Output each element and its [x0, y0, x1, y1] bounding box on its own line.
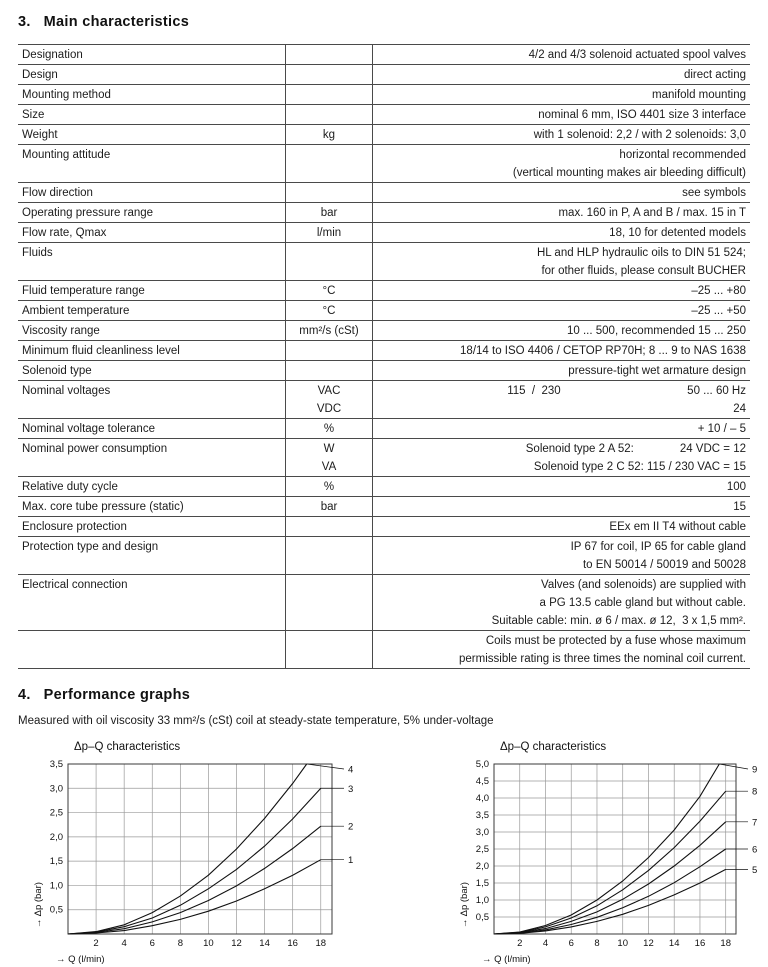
svg-text:12: 12: [231, 938, 242, 949]
row-value: [372, 575, 750, 630]
row-unit: [285, 45, 372, 64]
row-value-line: direct acting: [683, 69, 746, 81]
row-label-line: Enclosure protection: [22, 521, 127, 533]
table-row: [18, 477, 750, 497]
row-value-line: for other fluids, please consult BUCHER: [541, 265, 746, 277]
row-value-line: 115 / 230 50 ... 60 Hz: [507, 385, 746, 397]
row-label-line: Flow direction: [22, 187, 93, 199]
table-row: [18, 125, 750, 145]
row-label: [18, 145, 285, 182]
row-unit: [285, 477, 372, 496]
svg-text:18: 18: [720, 938, 731, 949]
svg-text:10: 10: [203, 938, 214, 949]
x-axis-label: → Q (l/min): [482, 954, 531, 965]
table-row: [18, 497, 750, 517]
row-unit-line: °C: [322, 285, 336, 297]
svg-text:4,5: 4,5: [475, 776, 489, 787]
svg-text:14: 14: [259, 938, 270, 949]
row-label: [18, 105, 285, 124]
row-value-line: 4/2 and 4/3 solenoid actuated spool valves: [528, 49, 746, 61]
row-label: [18, 517, 285, 536]
row-value-line: a PG 13.5 cable gland but without cable.: [539, 597, 746, 609]
row-value-line: Suitable cable: min. ø 6 / max. ø 12, 3 x 1,5 mm².: [491, 615, 746, 627]
curve-label-6: 6: [752, 844, 758, 856]
row-value-line: permissible rating is three times the nominal coil current.: [459, 653, 746, 665]
row-value-line: –25 ... +50: [691, 305, 746, 317]
row-label: [18, 125, 285, 144]
row-unit: [285, 281, 372, 300]
curve-5: [494, 869, 726, 934]
row-value-line: 18, 10 for detented models: [609, 227, 746, 239]
row-value-line: (vertical mounting makes air bleeding difficult): [512, 167, 746, 179]
table-row: [18, 321, 750, 341]
svg-text:2,0: 2,0: [49, 831, 63, 843]
svg-text:1,0: 1,0: [49, 880, 63, 892]
table-row: [18, 85, 750, 105]
table-row: [18, 575, 750, 631]
row-unit: [285, 575, 372, 630]
row-value-line: 15: [733, 501, 746, 513]
table-row: [18, 243, 750, 281]
row-unit: [285, 145, 372, 182]
table-row: [18, 223, 750, 243]
curve-label-7: 7: [752, 817, 758, 829]
table-row: [18, 301, 750, 321]
table-row: [18, 183, 750, 203]
row-value: [372, 517, 750, 536]
row-unit: [285, 419, 372, 438]
svg-text:16: 16: [694, 938, 706, 949]
row-unit-line: VA: [321, 461, 337, 473]
row-label-line: Electrical connection: [22, 579, 128, 591]
row-label-line: Relative duty cycle: [22, 481, 118, 493]
table-row: [18, 537, 750, 575]
row-label: [18, 439, 285, 476]
row-label: [18, 85, 285, 104]
row-unit: [285, 183, 372, 202]
row-value: [372, 281, 750, 300]
row-label: [18, 301, 285, 320]
row-label-line: Fluids: [22, 247, 53, 259]
svg-text:8: 8: [177, 938, 183, 949]
table-row: [18, 631, 750, 669]
row-value: [372, 321, 750, 340]
row-value: [372, 439, 750, 476]
svg-text:10: 10: [617, 938, 629, 949]
row-label: [18, 65, 285, 84]
row-unit: [285, 243, 372, 280]
table-row: [18, 65, 750, 85]
row-value-line: 100: [726, 481, 746, 493]
chart-title: Δp–Q characteristics: [74, 741, 181, 753]
curve-label-4: 4: [348, 764, 354, 776]
chart-canvas: [30, 756, 360, 967]
row-value: [372, 419, 750, 438]
row-label-line: Nominal voltage tolerance: [22, 423, 155, 435]
row-value-line: horizontal recommended: [619, 149, 746, 161]
row-value-line: nominal 6 mm, ISO 4401 size 3 interface: [538, 109, 746, 121]
row-unit-line: mm²/s (cSt): [299, 325, 359, 337]
svg-text:6: 6: [149, 938, 155, 949]
row-label: [18, 45, 285, 64]
row-unit-line: l/min: [316, 227, 342, 239]
row-value: [372, 105, 750, 124]
chart-canvas: [456, 756, 764, 967]
row-value-line: 24: [733, 403, 746, 415]
row-label: [18, 223, 285, 242]
table-row: [18, 105, 750, 125]
curve-4: [68, 764, 307, 934]
row-unit: [285, 341, 372, 360]
row-label: [18, 497, 285, 516]
svg-text:3,0: 3,0: [49, 783, 63, 795]
chart-left: [30, 741, 360, 967]
row-value: [372, 243, 750, 280]
row-value-line: pressure-tight wet armature design: [568, 365, 746, 377]
row-value-line: + 10 / – 5: [697, 423, 746, 435]
y-axis-label: → Δp (bar): [459, 882, 470, 928]
row-label: [18, 281, 285, 300]
table-row: [18, 203, 750, 223]
curve-label-2: 2: [348, 821, 354, 833]
row-value: [372, 537, 750, 574]
row-value-line: to EN 50014 / 50019 and 50028: [582, 559, 746, 571]
svg-text:1,5: 1,5: [475, 878, 489, 889]
svg-text:6: 6: [568, 938, 574, 949]
row-value-line: max. 160 in P, A and B / max. 15 in T: [558, 207, 746, 219]
row-value-line: see symbols: [682, 187, 746, 199]
row-value: [372, 497, 750, 516]
table-row: [18, 439, 750, 477]
row-label: [18, 477, 285, 496]
row-unit: [285, 65, 372, 84]
row-unit: [285, 517, 372, 536]
row-unit: [285, 85, 372, 104]
curve-label-9: 9: [752, 764, 758, 776]
svg-text:4,0: 4,0: [475, 793, 489, 804]
row-label: [18, 321, 285, 340]
svg-text:18: 18: [315, 938, 327, 949]
svg-text:8: 8: [594, 938, 600, 949]
row-value-line: 10 ... 500, recommended 15 ... 250: [566, 325, 746, 337]
table-row: [18, 145, 750, 183]
row-unit-line: %: [323, 423, 335, 435]
table-row: [18, 45, 750, 65]
table-row: [18, 419, 750, 439]
row-unit-line: bar: [320, 501, 338, 513]
row-value-line: HL and HLP hydraulic oils to DIN 51 524;: [536, 247, 746, 259]
row-label: [18, 419, 285, 438]
row-label: [18, 243, 285, 280]
row-value-line: IP 67 for coil, IP 65 for cable gland: [570, 541, 746, 553]
row-label-line: Mounting attitude: [22, 149, 111, 161]
row-value: [372, 361, 750, 380]
curve-6: [494, 849, 726, 934]
row-unit-line: bar: [320, 207, 338, 219]
row-value: [372, 223, 750, 242]
row-label-line: Mounting method: [22, 89, 111, 101]
row-unit: [285, 223, 372, 242]
row-label-line: Fluid temperature range: [22, 285, 145, 297]
table-row: [18, 361, 750, 381]
row-unit-line: VDC: [316, 403, 342, 415]
curve-label-3: 3: [348, 783, 354, 795]
row-label-line: Flow rate, Qmax: [22, 227, 107, 239]
row-unit-line: °C: [322, 305, 336, 317]
row-label-line: Viscosity range: [22, 325, 100, 337]
x-axis-label: → Q (l/min): [56, 954, 105, 965]
row-label-line: Design: [22, 69, 58, 81]
row-label: [18, 341, 285, 360]
row-value-line: Solenoid type 2 A 52: 24 VDC = 12: [525, 443, 746, 455]
svg-text:1,5: 1,5: [49, 856, 63, 868]
row-value-line: Coils must be protected by a fuse whose maximum: [485, 635, 746, 647]
y-axis-label: → Δp (bar): [33, 882, 44, 928]
svg-text:2,5: 2,5: [49, 807, 63, 819]
row-unit: [285, 537, 372, 574]
row-value: [372, 477, 750, 496]
row-label-line: Protection type and design: [22, 541, 159, 553]
row-unit: [285, 381, 372, 418]
svg-text:4: 4: [542, 938, 549, 949]
row-label-line: Weight: [22, 129, 58, 141]
row-label-line: Minimum fluid cleanliness level: [22, 345, 180, 357]
svg-text:2,0: 2,0: [475, 861, 489, 872]
row-value: [372, 85, 750, 104]
row-label-line: Ambient temperature: [22, 305, 130, 317]
row-value: [372, 301, 750, 320]
svg-text:4: 4: [121, 938, 127, 949]
chart-title: Δp–Q characteristics: [500, 741, 607, 753]
characteristics-table: [18, 44, 750, 669]
table-row: [18, 381, 750, 419]
row-value-line: with 1 solenoid: 2,2 / with 2 solenoids: 3,0: [533, 129, 746, 141]
row-value-line: 18/14 to ISO 4406 / CETOP RP70H; 8 ... 9 to NAS 1638: [460, 345, 746, 357]
row-label-line: Max. core tube pressure (static): [22, 501, 184, 513]
row-value-line: –25 ... +80: [691, 285, 746, 297]
svg-text:3,5: 3,5: [475, 810, 489, 821]
row-value: [372, 65, 750, 84]
chart-right: [456, 741, 764, 967]
row-value: [372, 183, 750, 202]
row-label-line: Operating pressure range: [22, 207, 154, 219]
curve-label-5: 5: [752, 864, 758, 876]
row-unit: [285, 125, 372, 144]
svg-text:12: 12: [643, 938, 654, 949]
row-label-line: Designation: [22, 49, 83, 61]
row-label: [18, 381, 285, 418]
svg-text:3,5: 3,5: [49, 759, 63, 770]
curve-label-1: 1: [348, 855, 354, 867]
svg-text:16: 16: [287, 938, 298, 949]
row-unit-line: W: [323, 443, 335, 455]
row-label-line: Solenoid type: [22, 365, 92, 377]
row-value: [372, 145, 750, 182]
row-value-line: Solenoid type 2 C 52: 115 / 230 VAC = 15: [533, 461, 746, 473]
row-label: [18, 631, 285, 668]
svg-text:14: 14: [668, 938, 680, 949]
performance-graphs: [18, 741, 758, 967]
curve-label-8: 8: [752, 786, 758, 798]
row-unit-line: kg: [322, 129, 336, 141]
row-unit: [285, 439, 372, 476]
row-value-line: Valves (and solenoids) are supplied with: [541, 579, 746, 591]
section-3-title: 3. Main characteristics: [18, 14, 190, 30]
table-row: [18, 341, 750, 361]
row-unit: [285, 105, 372, 124]
table-row: [18, 517, 750, 537]
row-value: [372, 381, 750, 418]
row-label-line: Size: [22, 109, 45, 121]
row-label: [18, 361, 285, 380]
row-value-line: manifold mounting: [652, 89, 746, 101]
svg-text:0,5: 0,5: [475, 912, 489, 923]
row-label-line: Nominal power consumption: [22, 443, 168, 455]
row-unit: [285, 497, 372, 516]
svg-text:1,0: 1,0: [475, 895, 489, 906]
svg-text:5,0: 5,0: [475, 759, 489, 770]
row-value: [372, 203, 750, 222]
row-value-line: EEx em II T4 without cable: [609, 521, 746, 533]
row-unit: [285, 203, 372, 222]
svg-text:2: 2: [93, 938, 99, 949]
row-unit: [285, 301, 372, 320]
section-4-title: 4. Performance graphs: [18, 687, 191, 703]
row-unit: [285, 631, 372, 668]
svg-text:2: 2: [517, 938, 523, 949]
row-value: [372, 631, 750, 668]
table-row: [18, 281, 750, 301]
row-value: [372, 341, 750, 360]
row-label: [18, 203, 285, 222]
measurement-note: Measured with oil viscosity 33 mm²/s (cSt) coil at steady-state temperature, 5% under-voltage: [18, 715, 494, 727]
row-label-line: Nominal voltages: [22, 385, 111, 397]
row-value: [372, 125, 750, 144]
row-unit-line: VAC: [317, 385, 341, 397]
row-value: [372, 45, 750, 64]
svg-text:0,5: 0,5: [49, 904, 63, 916]
row-label: [18, 537, 285, 574]
row-label: [18, 183, 285, 202]
row-label: [18, 575, 285, 630]
row-unit: [285, 321, 372, 340]
svg-text:2,5: 2,5: [475, 844, 489, 855]
row-unit-line: %: [323, 481, 335, 493]
row-unit: [285, 361, 372, 380]
svg-text:3,0: 3,0: [475, 827, 489, 838]
